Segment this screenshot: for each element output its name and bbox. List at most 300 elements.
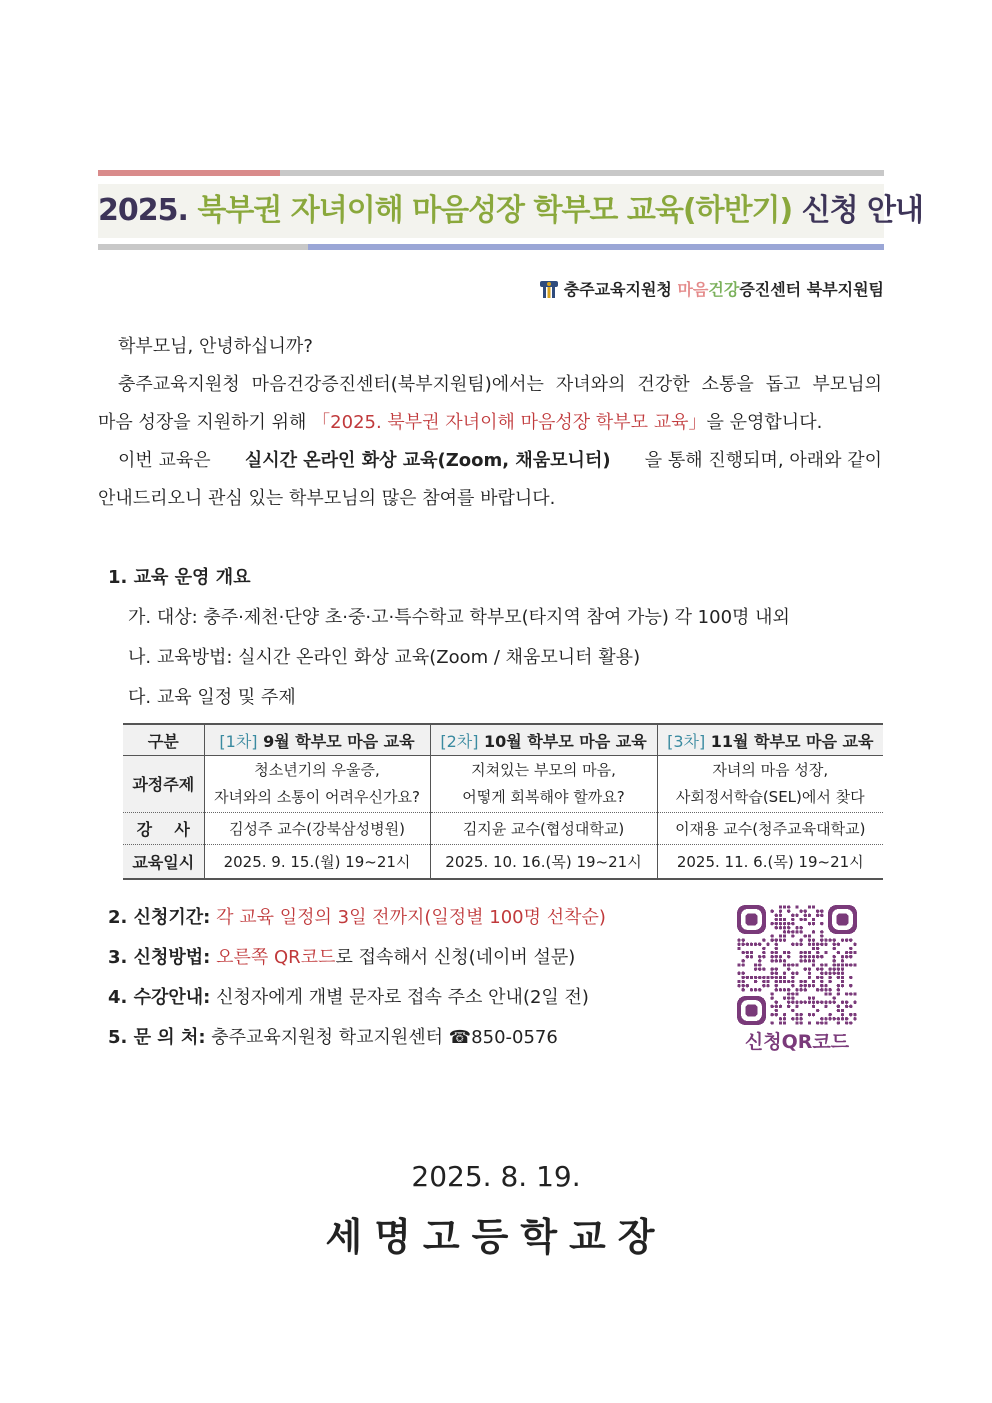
qr-module — [779, 939, 782, 942]
qr-module — [795, 930, 798, 933]
qr-module — [816, 967, 819, 970]
qr-module — [771, 934, 774, 937]
qr-module — [820, 922, 823, 925]
qr-module — [783, 963, 786, 966]
qr-module — [758, 976, 761, 979]
qr-module — [779, 1017, 782, 1020]
qr-module — [787, 980, 790, 983]
intro-p1-line1: 충주교육지원청 마음건강증진센터(북부지원팀)에서는 자녀와의 건강한 소통을 돕고 부모님의 — [118, 374, 882, 395]
title-bar-accent-top — [98, 170, 280, 176]
session-1-theme — [204, 756, 430, 813]
qr-module — [804, 959, 807, 962]
qr-module — [820, 930, 823, 933]
qr-module — [820, 939, 823, 942]
org-mind: 마음 — [677, 280, 709, 299]
qr-module — [787, 1001, 790, 1004]
qr-module — [783, 972, 786, 975]
qr-module — [779, 926, 782, 929]
qr-module — [808, 943, 811, 946]
qr-module — [742, 959, 745, 962]
qr-module — [783, 934, 786, 937]
schedule-header-row — [123, 724, 883, 756]
qr-module — [779, 988, 782, 991]
qr-module — [762, 980, 765, 983]
qr-module — [808, 1001, 811, 1004]
session-2-theme-line2: 어떻게 회복해야 할까요? — [462, 788, 625, 806]
qr-module — [816, 910, 819, 913]
qr-module — [849, 951, 852, 954]
intro-p2-post: 을 통해 진행되며, 아래와 같이 — [644, 450, 882, 471]
qr-module — [783, 996, 786, 999]
qr-module — [828, 976, 831, 979]
title-end: 신청 안내 — [801, 193, 924, 228]
qr-module — [828, 1017, 831, 1020]
qr-module — [804, 951, 807, 954]
qr-module — [799, 943, 802, 946]
qr-module — [783, 918, 786, 921]
qr-module — [812, 955, 815, 958]
intro-p2-bold: 실시간 온라인 화상 교육(Zoom, 채움모니터) — [244, 450, 611, 471]
item3-label: 3. 신청방법: — [108, 947, 211, 968]
qr-module — [820, 1021, 823, 1024]
greeting: 학부모님, 안녕하십니까? — [118, 336, 313, 357]
qr-module — [799, 1013, 802, 1016]
issuer-name: 세명고등학교장 — [325, 1215, 667, 1259]
session-1-title: 9월 학부모 마음 교육 — [263, 731, 415, 751]
qr-module — [795, 1017, 798, 1020]
qr-module — [775, 1005, 778, 1008]
qr-module — [828, 992, 831, 995]
qr-module — [820, 967, 823, 970]
intro-p2-pre: 이번 교육은 — [118, 450, 211, 471]
qr-module — [779, 955, 782, 958]
qr-module — [783, 1017, 786, 1020]
education-office-logo-icon — [538, 278, 560, 300]
qr-module — [812, 980, 815, 983]
qr-module — [750, 955, 753, 958]
qr-module — [812, 984, 815, 987]
title-bar-accent-bottom — [308, 244, 884, 250]
qr-module — [833, 943, 836, 946]
qr-module — [762, 955, 765, 958]
qr-module — [828, 1001, 831, 1004]
qr-module — [754, 980, 757, 983]
qr-module — [799, 988, 802, 991]
section1-heading: 1. 교육 운영 개요 — [108, 567, 251, 588]
qr-module — [824, 988, 827, 991]
qr-module — [787, 1005, 790, 1008]
qr-module — [746, 943, 749, 946]
qr-module — [837, 1021, 840, 1024]
qr-module — [849, 963, 852, 966]
qr-module — [833, 1001, 836, 1004]
qr-module — [845, 955, 848, 958]
qr-module — [771, 976, 774, 979]
qr-module — [737, 963, 740, 966]
qr-module — [771, 1013, 774, 1016]
qr-module — [787, 988, 790, 991]
qr-module — [853, 943, 856, 946]
intro-p1-line2 — [98, 403, 822, 442]
qr-module — [808, 984, 811, 987]
title-year: 2025. — [98, 193, 188, 228]
qr-module — [762, 967, 765, 970]
instructor-row — [123, 813, 883, 845]
item5-label: 5. 문 의 처: — [108, 1027, 206, 1048]
qr-module — [804, 910, 807, 913]
qr-module — [791, 922, 794, 925]
qr-module — [775, 976, 778, 979]
qr-module — [750, 988, 753, 991]
qr-module — [775, 1009, 778, 1012]
qr-module — [783, 976, 786, 979]
qr-module — [820, 943, 823, 946]
qr-module — [754, 988, 757, 991]
qr-module — [820, 972, 823, 975]
qr-module — [799, 910, 802, 913]
row-label-date: 교육일시 — [123, 845, 204, 880]
qr-module — [758, 988, 761, 991]
item2-value: 각 교육 일정의 3일 전까지(일정별 100명 선착순) — [216, 907, 606, 928]
qr-module — [841, 1013, 844, 1016]
qr-module — [820, 988, 823, 991]
qr-module — [816, 1001, 819, 1004]
qr-module — [841, 972, 844, 975]
qr-module — [837, 967, 840, 970]
qr-module — [787, 955, 790, 958]
qr-module — [779, 905, 782, 908]
qr-module — [824, 1001, 827, 1004]
item2-label: 2. 신청기간: — [108, 907, 211, 928]
qr-module — [771, 959, 774, 962]
qr-module — [787, 996, 790, 999]
qr-module — [833, 996, 836, 999]
qr-module — [824, 992, 827, 995]
qr-module — [816, 943, 819, 946]
session-2-header — [430, 724, 657, 756]
session-1-theme-line1: 청소년기의 우울증, — [254, 761, 380, 779]
intro-p1-line2-pre: 마음 성장을 지원하기 위해 — [98, 412, 307, 433]
qr-module — [742, 988, 745, 991]
qr-module — [833, 963, 836, 966]
qr-module — [841, 1009, 844, 1012]
qr-module — [746, 976, 749, 979]
qr-module — [808, 939, 811, 942]
qr-module — [779, 918, 782, 921]
qr-module — [779, 910, 782, 913]
qr-module — [795, 1013, 798, 1016]
qr-module — [812, 959, 815, 962]
qr-module — [787, 963, 790, 966]
document-date: 2025. 8. 19. — [411, 1160, 581, 1193]
qr-module — [804, 918, 807, 921]
qr-code-label: 신청QR코드 — [744, 1031, 850, 1053]
item-application-method — [108, 943, 575, 969]
qr-module — [799, 959, 802, 962]
qr-module — [799, 918, 802, 921]
application-qr-code-icon[interactable] — [737, 905, 857, 1025]
title-bar-top — [280, 170, 884, 176]
page-title — [98, 186, 924, 236]
qr-module — [849, 984, 852, 987]
qr-module — [737, 980, 740, 983]
qr-module — [849, 992, 852, 995]
qr-module — [833, 947, 836, 950]
qr-module — [775, 959, 778, 962]
qr-module — [812, 1001, 815, 1004]
qr-module — [812, 1013, 815, 1016]
qr-module — [820, 963, 823, 966]
qr-module — [775, 914, 778, 917]
organization-line — [538, 277, 884, 300]
qr-module — [791, 972, 794, 975]
qr-module — [833, 959, 836, 962]
qr-module — [762, 951, 765, 954]
qr-module — [795, 972, 798, 975]
qr-module — [742, 943, 745, 946]
qr-module — [783, 905, 786, 908]
qr-module — [837, 992, 840, 995]
qr-module — [841, 963, 844, 966]
qr-module — [799, 980, 802, 983]
qr-module — [783, 951, 786, 954]
qr-module — [775, 939, 778, 942]
intro-p1-line2-post: 을 운영합니다. — [706, 412, 823, 433]
qr-module — [783, 930, 786, 933]
qr-module — [783, 926, 786, 929]
qr-module — [791, 996, 794, 999]
qr-module — [833, 955, 836, 958]
qr-module — [828, 939, 831, 942]
qr-module — [787, 967, 790, 970]
qr-module — [845, 992, 848, 995]
title-bar-bottom — [98, 244, 308, 250]
qr-module — [783, 939, 786, 942]
qr-module — [758, 955, 761, 958]
qr-module — [737, 972, 740, 975]
qr-module — [762, 976, 765, 979]
session-1-header — [204, 724, 430, 756]
qr-module — [841, 967, 844, 970]
qr-module — [737, 947, 740, 950]
session-1-theme-line2: 자녀와의 소통이 어려우신가요? — [214, 788, 420, 806]
qr-module — [824, 951, 827, 954]
qr-module — [808, 922, 811, 925]
qr-module — [812, 930, 815, 933]
qr-module — [795, 943, 798, 946]
session-3-title: 11월 학부모 마음 교육 — [710, 731, 874, 751]
qr-module — [824, 972, 827, 975]
session-3-header — [657, 724, 883, 756]
qr-module — [775, 943, 778, 946]
qr-module — [853, 992, 856, 995]
qr-module — [845, 951, 848, 954]
qr-module — [771, 996, 774, 999]
qr-module — [812, 905, 815, 908]
section1-item-c: 다. 교육 일정 및 주제 — [128, 687, 296, 708]
qr-module — [808, 934, 811, 937]
qr-module — [791, 934, 794, 937]
qr-module — [820, 984, 823, 987]
qr-module — [791, 976, 794, 979]
qr-module — [762, 939, 765, 942]
qr-module — [799, 951, 802, 954]
qr-module — [837, 943, 840, 946]
qr-module — [758, 963, 761, 966]
qr-module — [779, 914, 782, 917]
qr-module — [853, 951, 856, 954]
item3-rest: 로 접속해서 신청(네이버 설문) — [335, 947, 576, 968]
qr-module — [824, 939, 827, 942]
section1-item-a: 가. 대상: 충주·제천·단양 초·중·고·특수학교 학부모(타지역 참여 가능) 각 100명 내외 — [128, 607, 790, 628]
qr-module — [841, 976, 844, 979]
qr-module — [841, 980, 844, 983]
session-3-theme-line2: 사회정서학습(SEL)에서 찾다 — [675, 788, 865, 806]
program-name: 「2025. 북부권 자녀이해 마음성장 학부모 교육」 — [312, 412, 707, 433]
qr-module — [791, 984, 794, 987]
qr-module — [841, 1001, 844, 1004]
qr-module — [746, 951, 749, 954]
qr-module — [775, 984, 778, 987]
qr-module — [804, 984, 807, 987]
qr-module — [812, 1005, 815, 1008]
qr-module — [775, 988, 778, 991]
qr-module — [837, 951, 840, 954]
qr-module — [771, 922, 774, 925]
qr-module — [804, 955, 807, 958]
qr-module — [833, 967, 836, 970]
qr-module — [754, 967, 757, 970]
qr-module — [820, 910, 823, 913]
row-label-instructor: 강 사 — [123, 813, 204, 845]
qr-module — [791, 918, 794, 921]
qr-module — [791, 1009, 794, 1012]
session-1-instructor: 김성주 교수(강북삼성병원) — [204, 813, 430, 845]
item-attendance-info — [108, 983, 589, 1009]
item-contact — [108, 1023, 558, 1049]
qr-module — [812, 922, 815, 925]
qr-module — [816, 947, 819, 950]
qr-module — [771, 951, 774, 954]
qr-module — [816, 955, 819, 958]
qr-module — [771, 967, 774, 970]
qr-module — [820, 934, 823, 937]
qr-module — [766, 980, 769, 983]
qr-module — [837, 984, 840, 987]
qr-module — [742, 951, 745, 954]
qr-module — [771, 910, 774, 913]
session-2-theme-line1: 지쳐있는 부모의 마음, — [471, 761, 616, 779]
qr-module — [750, 951, 753, 954]
item5-value: 충주교육지원청 학교지원센터 ☎850-0576 — [211, 1027, 558, 1048]
session-2-theme — [430, 756, 657, 813]
org-suffix: 증진센터 북부지원팀 — [739, 280, 884, 299]
qr-module — [837, 963, 840, 966]
qr-module — [795, 905, 798, 908]
qr-module — [845, 1001, 848, 1004]
qr-module — [787, 930, 790, 933]
org-prefix: 충주교육지원청 — [563, 280, 672, 299]
qr-module — [820, 980, 823, 983]
qr-module — [779, 934, 782, 937]
qr-module — [812, 939, 815, 942]
qr-module — [849, 1021, 852, 1024]
qr-module — [845, 1021, 848, 1024]
qr-module — [742, 963, 745, 966]
qr-module — [783, 922, 786, 925]
qr-module — [783, 980, 786, 983]
qr-module — [791, 1001, 794, 1004]
qr-module — [766, 976, 769, 979]
qr-module — [845, 963, 848, 966]
qr-module — [812, 963, 815, 966]
qr-module — [775, 972, 778, 975]
qr-module — [783, 1013, 786, 1016]
qr-module — [849, 955, 852, 958]
qr-module — [775, 1001, 778, 1004]
qr-module — [758, 967, 761, 970]
date-row — [123, 845, 883, 880]
qr-module — [804, 967, 807, 970]
qr-module — [849, 947, 852, 950]
qr-module — [775, 980, 778, 983]
session-1-tag: [1차] — [219, 731, 258, 751]
qr-module — [771, 955, 774, 958]
qr-module — [828, 980, 831, 983]
section1-item-b: 나. 교육방법: 실시간 온라인 화상 교육(Zoom / 채움모니터 활용) — [128, 647, 641, 668]
qr-module — [758, 943, 761, 946]
qr-module — [820, 976, 823, 979]
qr-module — [737, 984, 740, 987]
qr-module — [795, 914, 798, 917]
qr-module — [766, 984, 769, 987]
qr-module — [746, 955, 749, 958]
qr-module — [795, 988, 798, 991]
title-main: 북부권 자녀이해 마음성장 학부모 교육(하반기) — [197, 193, 793, 228]
qr-module — [828, 988, 831, 991]
qr-module — [824, 943, 827, 946]
qr-module — [791, 1017, 794, 1020]
qr-module — [754, 976, 757, 979]
intro-p2-line1 — [118, 441, 882, 480]
qr-module — [804, 934, 807, 937]
qr-module — [791, 980, 794, 983]
qr-module — [808, 914, 811, 917]
qr-module — [837, 972, 840, 975]
qr-module — [791, 943, 794, 946]
qr-module — [795, 1001, 798, 1004]
qr-module — [841, 939, 844, 942]
qr-module — [771, 1005, 774, 1008]
qr-module — [775, 922, 778, 925]
session-3-theme — [657, 756, 883, 813]
qr-module — [742, 984, 745, 987]
qr-module — [816, 1009, 819, 1012]
qr-module — [812, 918, 815, 921]
qr-module — [791, 930, 794, 933]
qr-module — [746, 984, 749, 987]
qr-module — [787, 910, 790, 913]
qr-module — [808, 967, 811, 970]
qr-module — [824, 984, 827, 987]
qr-module — [762, 947, 765, 950]
qr-module — [787, 926, 790, 929]
qr-module — [824, 963, 827, 966]
qr-module — [750, 943, 753, 946]
qr-module — [837, 1005, 840, 1008]
qr-module — [804, 914, 807, 917]
qr-module — [820, 914, 823, 917]
